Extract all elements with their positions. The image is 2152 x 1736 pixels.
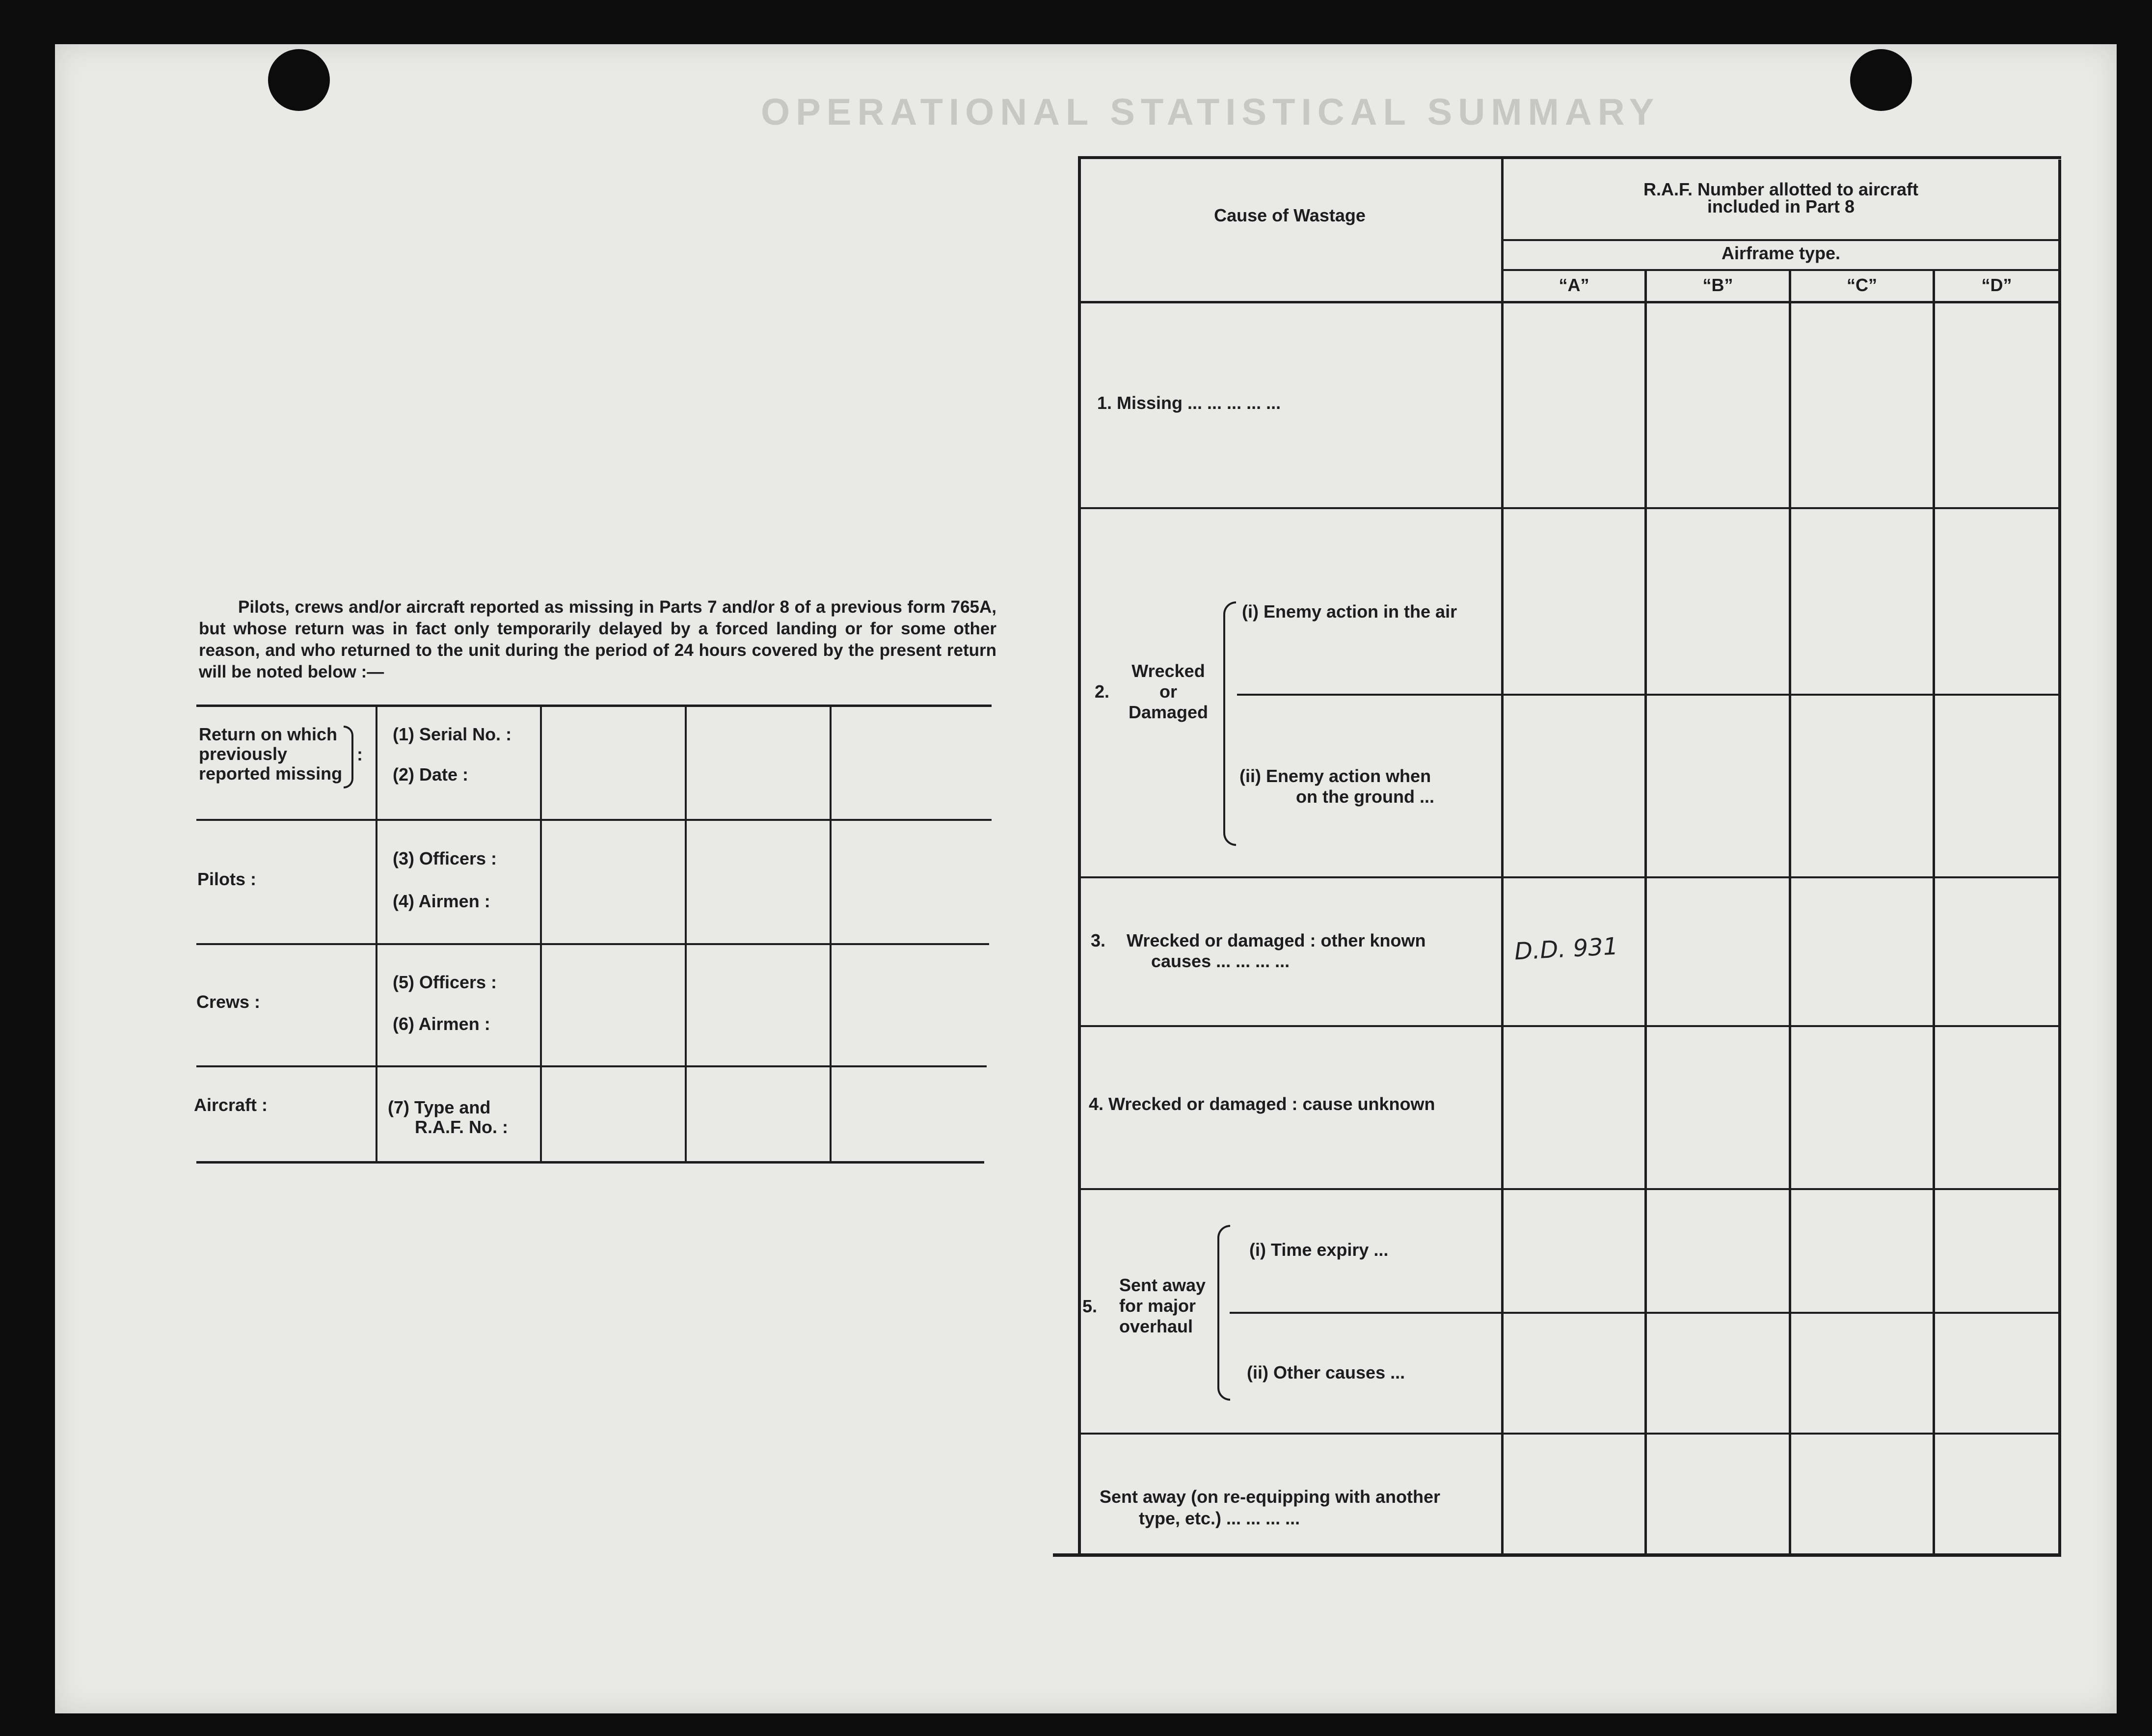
serial-no-label: (1) Serial No. : <box>393 724 512 744</box>
row-rule <box>1078 1433 2060 1435</box>
pilot-airmen-label: (4) Airmen : <box>393 891 490 911</box>
row-rule <box>1078 1188 2060 1190</box>
row-other-known-1: Wrecked or damaged : other known <box>1127 930 1426 950</box>
col-rule-b <box>1789 270 1791 1554</box>
row-overhaul-label-1: Sent away <box>1119 1275 1206 1295</box>
punch-hole-right <box>1850 49 1912 111</box>
row-time-expiry: (i) Time expiry ... <box>1249 1240 1389 1260</box>
col-rule-cause <box>1501 157 1504 1554</box>
return-brace <box>344 726 353 788</box>
row-overhaul-label-2: for major <box>1119 1296 1196 1316</box>
airframe-header: Airframe type. <box>1721 243 1841 263</box>
col-header-d: “D” <box>1981 275 2012 295</box>
col-rule-a <box>1644 270 1647 1554</box>
punch-hole-left <box>268 49 330 111</box>
row-missing: 1. Missing ... ... ... ... ... <box>1097 393 1281 413</box>
header-rule <box>1504 239 2058 241</box>
aircraft-label: Aircraft : <box>194 1095 268 1115</box>
right-table-top-border <box>1078 156 2061 159</box>
date-label: (2) Date : <box>393 764 469 785</box>
intro-paragraph: Pilots, crews and/or aircraft reported as missing in Parts 7 and/or 8 of a previous form 765A, but whose return was in fact only temporarily delayed by a forced landing or for some other reason, and who returned to the unit during the period of 24 hours covered by the present return will be noted below :— <box>199 597 996 681</box>
type-label-2: R.A.F. No. : <box>415 1117 508 1137</box>
row-wrecked-num: 2. <box>1095 681 1110 702</box>
row-wrecked-label-1: Wrecked <box>1131 661 1205 681</box>
right-table-left-border <box>1078 156 1081 1557</box>
row-overhaul-num: 5. <box>1082 1296 1098 1316</box>
row-reequip-1: Sent away (on re-equipping with another <box>1100 1487 1441 1507</box>
left-table-col-rule <box>376 707 377 1161</box>
handwritten-serial-entry: D.D. 931 <box>1513 932 1619 966</box>
header-bottom-rule <box>1078 301 2060 303</box>
return-colon: : <box>357 744 363 764</box>
row-enemy-ground-2: on the ground ... <box>1296 787 1434 807</box>
left-table-col-rule <box>685 707 687 1161</box>
row-cause-unknown: 4. Wrecked or damaged : cause unknown <box>1089 1094 1435 1114</box>
right-table-right-border <box>2058 160 2061 1557</box>
pilot-officers-label: (3) Officers : <box>393 848 497 868</box>
row-enemy-air: (i) Enemy action in the air <box>1242 601 1457 622</box>
row-other-known-num: 3. <box>1091 930 1106 950</box>
row-subrule <box>1230 1312 2060 1314</box>
left-table-col-rule <box>540 707 542 1161</box>
ghost-heading: OPERATIONAL STATISTICAL SUMMARY <box>761 91 1660 133</box>
row-other-known-2: causes ... ... ... ... <box>1151 951 1290 971</box>
raf-header-2: included in Part 8 <box>1707 196 1855 217</box>
return-label-3: reported missing <box>199 763 343 784</box>
row-wrecked-label-3: Damaged <box>1128 702 1209 722</box>
left-table-top-rule <box>196 705 992 707</box>
row-rule <box>1078 1025 2060 1027</box>
col-rule-c <box>1933 270 1935 1554</box>
left-table-col-rule <box>830 707 832 1161</box>
return-label-1: Return on which <box>199 724 337 744</box>
row-overhaul-label-3: overhaul <box>1119 1316 1193 1336</box>
crews-label: Crews : <box>196 992 261 1012</box>
overhaul-brace <box>1217 1225 1230 1401</box>
row-enemy-ground-1: (ii) Enemy action when <box>1239 766 1431 786</box>
left-table-rule <box>196 1065 987 1067</box>
wrecked-brace <box>1223 601 1236 846</box>
left-table-rule <box>196 819 992 821</box>
pilots-label: Pilots : <box>197 869 257 889</box>
return-label-2: previously <box>199 744 288 764</box>
row-other-causes: (ii) Other causes ... <box>1247 1362 1405 1383</box>
row-subrule <box>1237 694 2060 696</box>
row-wrecked-label-2: or <box>1159 681 1177 702</box>
row-rule <box>1078 507 2060 509</box>
col-header-c: “C” <box>1847 275 1877 295</box>
col-header-a: “A” <box>1559 275 1589 295</box>
crew-airmen-label: (6) Airmen : <box>393 1014 490 1034</box>
row-reequip-2: type, etc.) ... ... ... ... <box>1139 1508 1300 1528</box>
right-table-bottom-border <box>1053 1553 2061 1557</box>
left-table-rule <box>196 943 989 945</box>
left-table-bottom-rule <box>196 1161 984 1164</box>
raf-header-1: R.A.F. Number allotted to aircraft <box>1643 179 1919 199</box>
crew-officers-label: (5) Officers : <box>393 972 497 992</box>
header-rule <box>1504 269 2058 271</box>
type-label-1: (7) Type and <box>388 1097 491 1117</box>
cause-header: Cause of Wastage <box>1214 205 1366 225</box>
row-rule <box>1078 876 2060 878</box>
col-header-b: “B” <box>1702 275 1733 295</box>
